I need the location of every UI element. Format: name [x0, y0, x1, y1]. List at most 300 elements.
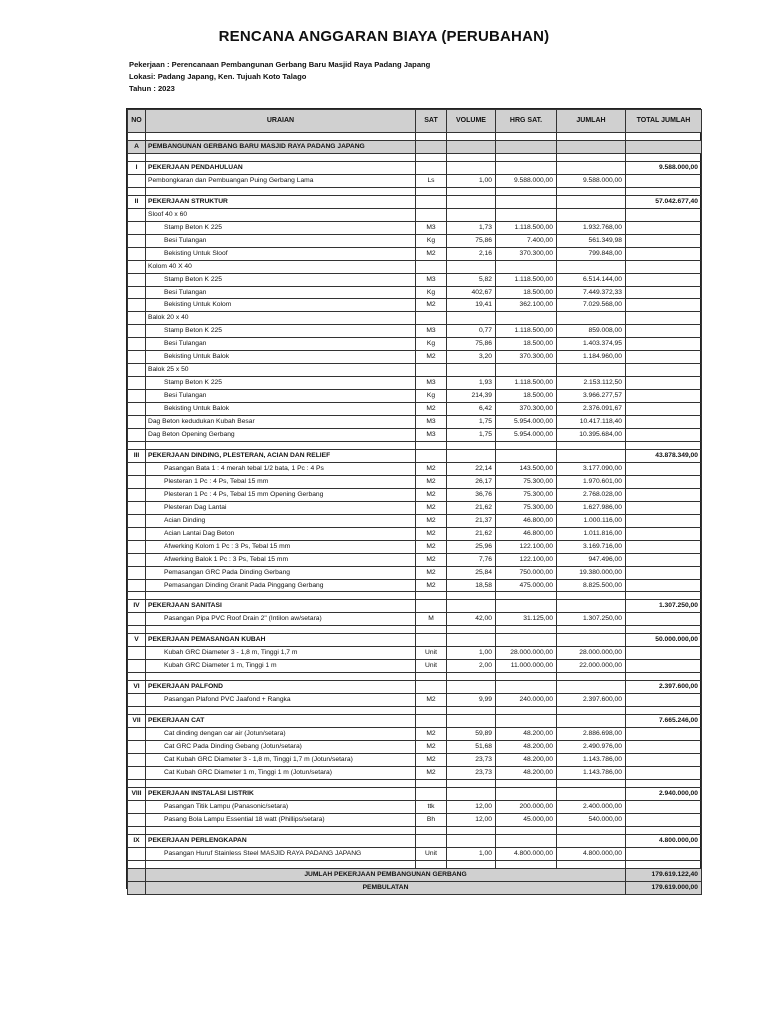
row-volume: 25,84 [447, 566, 496, 579]
row-unit-price: 370.300,00 [496, 403, 557, 416]
row-unit-price: 11.000.000,00 [496, 660, 557, 673]
row-unit-price: 4.800.000,00 [496, 847, 557, 860]
row-unit: Kg [416, 286, 447, 299]
row-unit-price: 48.200,00 [496, 741, 557, 754]
row-unit [416, 260, 447, 273]
row-total [626, 325, 702, 338]
row-number [128, 377, 146, 390]
row-description: Pasangan Plafond PVC Jaafond + Rangka [146, 694, 416, 707]
row-number [128, 753, 146, 766]
spacer-row [128, 153, 702, 161]
table-row [128, 728, 702, 741]
row-volume: 18,58 [447, 579, 496, 592]
row-volume: 5,82 [447, 273, 496, 286]
row-number [128, 647, 146, 660]
row-description: Stamp Beton K 225 [146, 377, 416, 390]
row-description: Kolom 40 X 40 [146, 260, 416, 273]
row-unit-price [496, 260, 557, 273]
spacer-row [128, 441, 702, 449]
row-number [128, 273, 146, 286]
row-amount [557, 260, 626, 273]
row-number: V [128, 634, 146, 647]
row-number: VII [128, 715, 146, 728]
row-number: VIII [128, 787, 146, 800]
row-volume: 3,20 [447, 351, 496, 364]
row-unit: M2 [416, 579, 447, 592]
empty-cell [496, 441, 557, 449]
row-amount: 28.000.000,00 [557, 647, 626, 660]
row-volume: 214,39 [447, 390, 496, 403]
row-description: PEKERJAAN STRUKTUR [146, 195, 416, 208]
header-no: NO [128, 110, 146, 133]
row-amount: 8.825.500,00 [557, 579, 626, 592]
row-unit [416, 787, 447, 800]
empty-cell [128, 779, 146, 787]
section-row [128, 600, 702, 613]
table-header-row [128, 110, 702, 133]
row-total [626, 234, 702, 247]
row-number [128, 247, 146, 260]
row-description: Afwerking Kolom 1 Pc : 3 Ps, Tebal 15 mm [146, 540, 416, 553]
row-total [626, 416, 702, 429]
section-row [128, 634, 702, 647]
row-amount: 4.800.000,00 [557, 847, 626, 860]
row-unit-price: 31.125,00 [496, 613, 557, 626]
row-amount: 22.000.000,00 [557, 660, 626, 673]
empty-cell [146, 826, 416, 834]
row-unit: M3 [416, 377, 447, 390]
row-amount: 947.496,00 [557, 553, 626, 566]
row-number [128, 429, 146, 442]
empty-cell [128, 626, 146, 634]
table-row [128, 351, 702, 364]
empty-cell [146, 626, 416, 634]
empty-cell [146, 860, 416, 868]
row-description: PEKERJAAN CAT [146, 715, 416, 728]
row-description: Dag Beton Opening Gerbang [146, 429, 416, 442]
row-unit: M2 [416, 694, 447, 707]
row-unit [416, 600, 447, 613]
row-description: Plesteran Dag Lantai [146, 501, 416, 514]
table-row [128, 694, 702, 707]
row-number: IV [128, 600, 146, 613]
row-number [128, 351, 146, 364]
section-row [128, 834, 702, 847]
row-volume: 23,73 [447, 753, 496, 766]
row-unit-price [496, 787, 557, 800]
row-amount: 2.397.600,00 [557, 694, 626, 707]
row-unit-price: 143.500,00 [496, 462, 557, 475]
row-volume: 1,75 [447, 416, 496, 429]
row-amount: 1.000.116,00 [557, 514, 626, 527]
row-unit-price: 18.500,00 [496, 286, 557, 299]
row-volume: 9,99 [447, 694, 496, 707]
table-row [128, 234, 702, 247]
row-unit-price: 240.000,00 [496, 694, 557, 707]
empty-cell [496, 673, 557, 681]
row-volume: 42,00 [447, 613, 496, 626]
empty-cell [496, 626, 557, 634]
row-number [128, 741, 146, 754]
empty-cell [557, 626, 626, 634]
project-work-line: Pekerjaan : Perencanaan Pembangunan Gerbang Baru Masjid Raya Padang Japang [129, 60, 431, 69]
row-number [128, 416, 146, 429]
row-amount: 2.153.112,50 [557, 377, 626, 390]
row-total [626, 351, 702, 364]
row-volume: 2,00 [447, 660, 496, 673]
budget-table [127, 109, 702, 895]
row-number [128, 403, 146, 416]
empty-cell [447, 826, 496, 834]
row-total [626, 501, 702, 514]
row-total [626, 429, 702, 442]
row-unit-price: 370.300,00 [496, 351, 557, 364]
row-number [128, 312, 146, 325]
row-amount [557, 715, 626, 728]
row-amount: 2.886.698,00 [557, 728, 626, 741]
row-total [626, 403, 702, 416]
table-row [128, 475, 702, 488]
row-total [626, 540, 702, 553]
subgroup-row [128, 208, 702, 221]
row-amount: 19.380.000,00 [557, 566, 626, 579]
row-amount: 2.768.028,00 [557, 488, 626, 501]
row-amount: 1.143.786,00 [557, 766, 626, 779]
row-unit: M3 [416, 416, 447, 429]
row-total [626, 847, 702, 860]
row-unit-price: 370.300,00 [496, 247, 557, 260]
row-description: Acian Lantai Dag Beton [146, 527, 416, 540]
empty-cell [447, 441, 496, 449]
table-row [128, 753, 702, 766]
row-number [128, 260, 146, 273]
row-total [626, 208, 702, 221]
row-unit: M2 [416, 753, 447, 766]
row-description: Besi Tulangan [146, 286, 416, 299]
row-number [128, 208, 146, 221]
row-amount [557, 208, 626, 221]
table-row [128, 273, 702, 286]
table-row [128, 553, 702, 566]
row-total [626, 174, 702, 187]
row-amount: 859.008,00 [557, 325, 626, 338]
empty-cell [496, 779, 557, 787]
table-row [128, 501, 702, 514]
row-amount: 1.307.250,00 [557, 613, 626, 626]
row-unit-price: 75.300,00 [496, 475, 557, 488]
row-unit: M2 [416, 351, 447, 364]
header-sat: SAT [416, 110, 447, 133]
table-row [128, 766, 702, 779]
empty-cell [146, 153, 416, 161]
row-unit-price: 475.000,00 [496, 579, 557, 592]
table-row [128, 800, 702, 813]
empty-cell [447, 779, 496, 787]
row-amount: 10.395.684,00 [557, 429, 626, 442]
row-total: 50.000.000,00 [626, 634, 702, 647]
row-unit-price: 1.118.500,00 [496, 377, 557, 390]
row-number [128, 579, 146, 592]
row-unit [416, 312, 447, 325]
row-number [128, 766, 146, 779]
row-amount [557, 834, 626, 847]
empty-cell [416, 441, 447, 449]
row-total [626, 566, 702, 579]
empty-cell [626, 626, 702, 634]
row-total [626, 741, 702, 754]
row-amount [557, 141, 626, 154]
row-total [626, 475, 702, 488]
empty-cell [416, 826, 447, 834]
row-unit: M2 [416, 299, 447, 312]
header-total-jumlah: TOTAL JUMLAH [626, 110, 702, 133]
row-description: Acian Dinding [146, 514, 416, 527]
row-amount [557, 364, 626, 377]
empty-cell [496, 707, 557, 715]
row-volume: 19,41 [447, 299, 496, 312]
row-unit: M2 [416, 403, 447, 416]
row-unit: Kg [416, 338, 447, 351]
row-volume: 21,37 [447, 514, 496, 527]
row-volume: 21,62 [447, 527, 496, 540]
section-row [128, 787, 702, 800]
row-amount [557, 600, 626, 613]
empty-cell [447, 187, 496, 195]
row-amount: 3.177.090,00 [557, 462, 626, 475]
row-description: Pasangan Pipa PVC Roof Drain 2" (Intilon aw/setara) [146, 613, 416, 626]
row-total [626, 364, 702, 377]
row-amount: 1.184.960,00 [557, 351, 626, 364]
row-volume: 1,93 [447, 377, 496, 390]
row-number [128, 286, 146, 299]
row-number [128, 501, 146, 514]
row-description: PEKERJAAN PENDAHULUAN [146, 161, 416, 174]
row-description: Cat Kubah GRC Diameter 3 - 1,8 m, Tinggi 1,7 m (Jotun/setara) [146, 753, 416, 766]
row-unit: M2 [416, 566, 447, 579]
spacer-row [128, 187, 702, 195]
row-description: Besi Tulangan [146, 390, 416, 403]
row-amount [557, 312, 626, 325]
row-unit-price: 18.500,00 [496, 390, 557, 403]
row-volume [447, 449, 496, 462]
row-description: Kubah GRC Diameter 3 - 1,8 m, Tinggi 1,7 m [146, 647, 416, 660]
row-description: PEKERJAAN DINDING, PLESTERAN, ACIAN DAN RELIEF [146, 449, 416, 462]
row-number [128, 514, 146, 527]
row-total [626, 553, 702, 566]
grand-total-row [128, 868, 702, 881]
row-description: Sloof 40 x 60 [146, 208, 416, 221]
empty-cell [128, 187, 146, 195]
row-description: Pasangan Huruf Stainless Steel MASJID RAYA PADANG JAPANG [146, 847, 416, 860]
row-unit: M2 [416, 540, 447, 553]
row-unit: M2 [416, 553, 447, 566]
section-row [128, 161, 702, 174]
row-unit-price: 750.000,00 [496, 566, 557, 579]
row-description: PEKERJAAN INSTALASI LISTRIK [146, 787, 416, 800]
row-unit: M2 [416, 475, 447, 488]
row-unit: M2 [416, 527, 447, 540]
row-volume [447, 715, 496, 728]
row-total [626, 728, 702, 741]
empty-cell [557, 860, 626, 868]
spacer-row [128, 707, 702, 715]
row-number [128, 540, 146, 553]
table-row [128, 847, 702, 860]
empty-cell [416, 626, 447, 634]
row-unit [416, 195, 447, 208]
row-description: Pasangan Titik Lampu (Panasonic/setara) [146, 800, 416, 813]
empty-cell [447, 860, 496, 868]
spacer-row [128, 133, 702, 141]
row-description: Kubah GRC Diameter 1 m, Tinggi 1 m [146, 660, 416, 673]
row-number: VI [128, 681, 146, 694]
subgroup-row [128, 260, 702, 273]
empty-cell [626, 673, 702, 681]
row-number: A [128, 141, 146, 154]
row-amount: 1.627.986,00 [557, 501, 626, 514]
row-total: 2.940.000,00 [626, 787, 702, 800]
row-amount: 1.970.601,00 [557, 475, 626, 488]
spacer-row [128, 626, 702, 634]
empty-cell [557, 673, 626, 681]
row-description: Afwerking Balok 1 Pc : 3 Ps, Tebal 15 mm [146, 553, 416, 566]
empty-cell [557, 707, 626, 715]
row-amount: 540.000,00 [557, 813, 626, 826]
row-volume: 26,17 [447, 475, 496, 488]
row-amount: 3.169.716,00 [557, 540, 626, 553]
row-number [128, 325, 146, 338]
table-row [128, 660, 702, 673]
empty-cell [128, 441, 146, 449]
row-unit-price: 9.588.000,00 [496, 174, 557, 187]
row-volume [447, 161, 496, 174]
row-unit [416, 208, 447, 221]
section-row [128, 715, 702, 728]
row-amount [557, 449, 626, 462]
empty-cell [146, 673, 416, 681]
row-number [128, 234, 146, 247]
row-total [626, 260, 702, 273]
row-unit: M2 [416, 501, 447, 514]
row-number [128, 390, 146, 403]
row-volume: 2,16 [447, 247, 496, 260]
row-unit: M3 [416, 429, 447, 442]
section-row [128, 681, 702, 694]
row-amount [557, 681, 626, 694]
row-total [626, 514, 702, 527]
row-volume: 12,00 [447, 800, 496, 813]
row-unit [416, 681, 447, 694]
row-unit-price: 1.118.500,00 [496, 221, 557, 234]
row-amount: 799.848,00 [557, 247, 626, 260]
row-volume: 7,76 [447, 553, 496, 566]
empty-cell [496, 153, 557, 161]
row-unit-price: 200.000,00 [496, 800, 557, 813]
empty-cell [626, 153, 702, 161]
empty-cell [626, 860, 702, 868]
row-total [626, 273, 702, 286]
row-number [128, 462, 146, 475]
row-number [128, 527, 146, 540]
row-description: Cat GRC Pada Dinding Gebang (Jotun/setara) [146, 741, 416, 754]
empty-cell [557, 592, 626, 600]
row-unit: M2 [416, 766, 447, 779]
empty-cell [626, 441, 702, 449]
row-total [626, 247, 702, 260]
row-amount: 1.011.816,00 [557, 527, 626, 540]
empty-cell [626, 779, 702, 787]
empty-cell [626, 707, 702, 715]
row-volume [447, 195, 496, 208]
table-row [128, 286, 702, 299]
row-description: Cat Kubah GRC Diameter 1 m, Tinggi 1 m (Jotun/setara) [146, 766, 416, 779]
spacer-row [128, 860, 702, 868]
row-number [128, 221, 146, 234]
row-volume: 402,67 [447, 286, 496, 299]
row-total [626, 766, 702, 779]
row-number [128, 847, 146, 860]
row-volume: 22,14 [447, 462, 496, 475]
row-volume [447, 208, 496, 221]
row-unit-price: 28.000.000,00 [496, 647, 557, 660]
table-row [128, 579, 702, 592]
empty-cell [416, 133, 447, 141]
empty-cell [447, 673, 496, 681]
table-row [128, 403, 702, 416]
row-description: Pemasangan Dinding Granit Pada Pinggang Gerbang [146, 579, 416, 592]
empty-cell [416, 779, 447, 787]
table-row [128, 390, 702, 403]
page-title: RENCANA ANGGARAN BIAYA (PERUBAHAN) [218, 28, 550, 45]
subgroup-row [128, 364, 702, 377]
row-unit [416, 449, 447, 462]
row-description: Bekisting Untuk Sloof [146, 247, 416, 260]
row-amount [557, 161, 626, 174]
row-amount: 2.376.091,67 [557, 403, 626, 416]
table-row [128, 514, 702, 527]
row-total: 43.878.349,00 [626, 449, 702, 462]
row-unit: M2 [416, 514, 447, 527]
row-total [626, 221, 702, 234]
header-hrg-sat: HRG SAT. [496, 110, 557, 133]
row-total [626, 377, 702, 390]
header-volume: VOLUME [447, 110, 496, 133]
row-description: Balok 20 x 40 [146, 312, 416, 325]
table-row [128, 647, 702, 660]
row-number [128, 728, 146, 741]
row-unit-price: 362.100,00 [496, 299, 557, 312]
row-unit: M3 [416, 221, 447, 234]
empty-cell [496, 187, 557, 195]
table-row [128, 527, 702, 540]
subgroup-row [128, 312, 702, 325]
row-unit-price: 48.200,00 [496, 766, 557, 779]
empty-cell [128, 881, 146, 894]
row-unit-price [496, 634, 557, 647]
row-number [128, 174, 146, 187]
row-total: 9.588.000,00 [626, 161, 702, 174]
empty-cell [557, 153, 626, 161]
row-number [128, 364, 146, 377]
row-unit-price: 45.000,00 [496, 813, 557, 826]
row-unit [416, 715, 447, 728]
empty-cell [416, 707, 447, 715]
row-unit-price [496, 834, 557, 847]
row-unit: M3 [416, 325, 447, 338]
row-description: Besi Tulangan [146, 338, 416, 351]
empty-cell [557, 133, 626, 141]
empty-cell [557, 441, 626, 449]
